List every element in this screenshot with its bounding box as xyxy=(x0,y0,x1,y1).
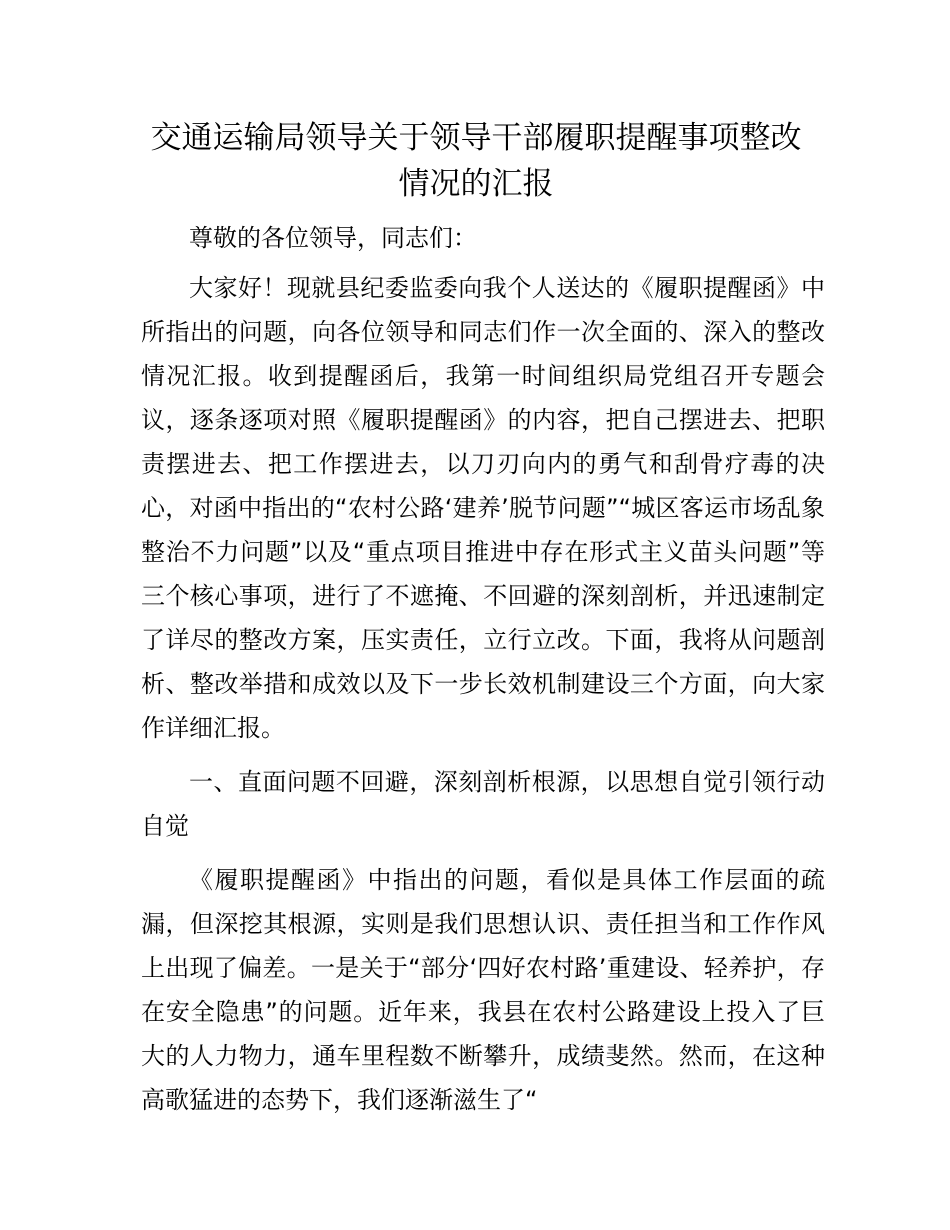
salutation: 尊敬的各位领导，同志们： xyxy=(189,224,477,252)
section-heading-1: 一、直面问题不回避，深刻剖析根源，以思想自觉引领行动自觉 xyxy=(141,768,825,840)
paragraph-intro: 大家好！现就县纪委监委向我个人送达的《履职提醒函》中所指出的问题，向各位领导和同志们作一次全面的、深入的整改情况汇报。收到提醒函后，我第一时间组织局党组召开专题会议，逐条逐项对照《履职提醒函》的内容，把自己摆进去、把职责摆进去、把工作摆进去，以刀刃向内的勇气和刮骨疗毒的决心，对函中指出的“农村公路‘建养’脱节问题”“城区客运市场乱象整治不力问题”以及“重点项目推进中存在形式主义苗头问题”等三个核心事项，进行了不遮掩、不回避的深刻剖析，并迅速制定了详尽的整改方案，压实责任，立行立改。下面，我将从问题剖析、整改举措和成效以及下一步长效机制建设三个方面，向大家作详细汇报。 xyxy=(141,274,825,742)
document-title: 交通运输局领导关于领导干部履职提醒事项整改情况的汇报 xyxy=(150,120,802,202)
document-body xyxy=(141,216,825,1132)
paragraph-section-1: 《履职提醒函》中指出的问题，看似是具体工作层面的疏漏，但深挖其根源，实则是我们思想认识、责任担当和工作作风上出现了偏差。一是关于“部分‘四好农村路’重建设、轻养护，存在安全隐患”的问题。近年来，我县在农村公路建设上投入了巨大的人力物力，通车里程数不断攀升，成绩斐然。然而，在这种高歌猛进的态势下，我们逐渐滋生了“ xyxy=(141,866,825,1114)
